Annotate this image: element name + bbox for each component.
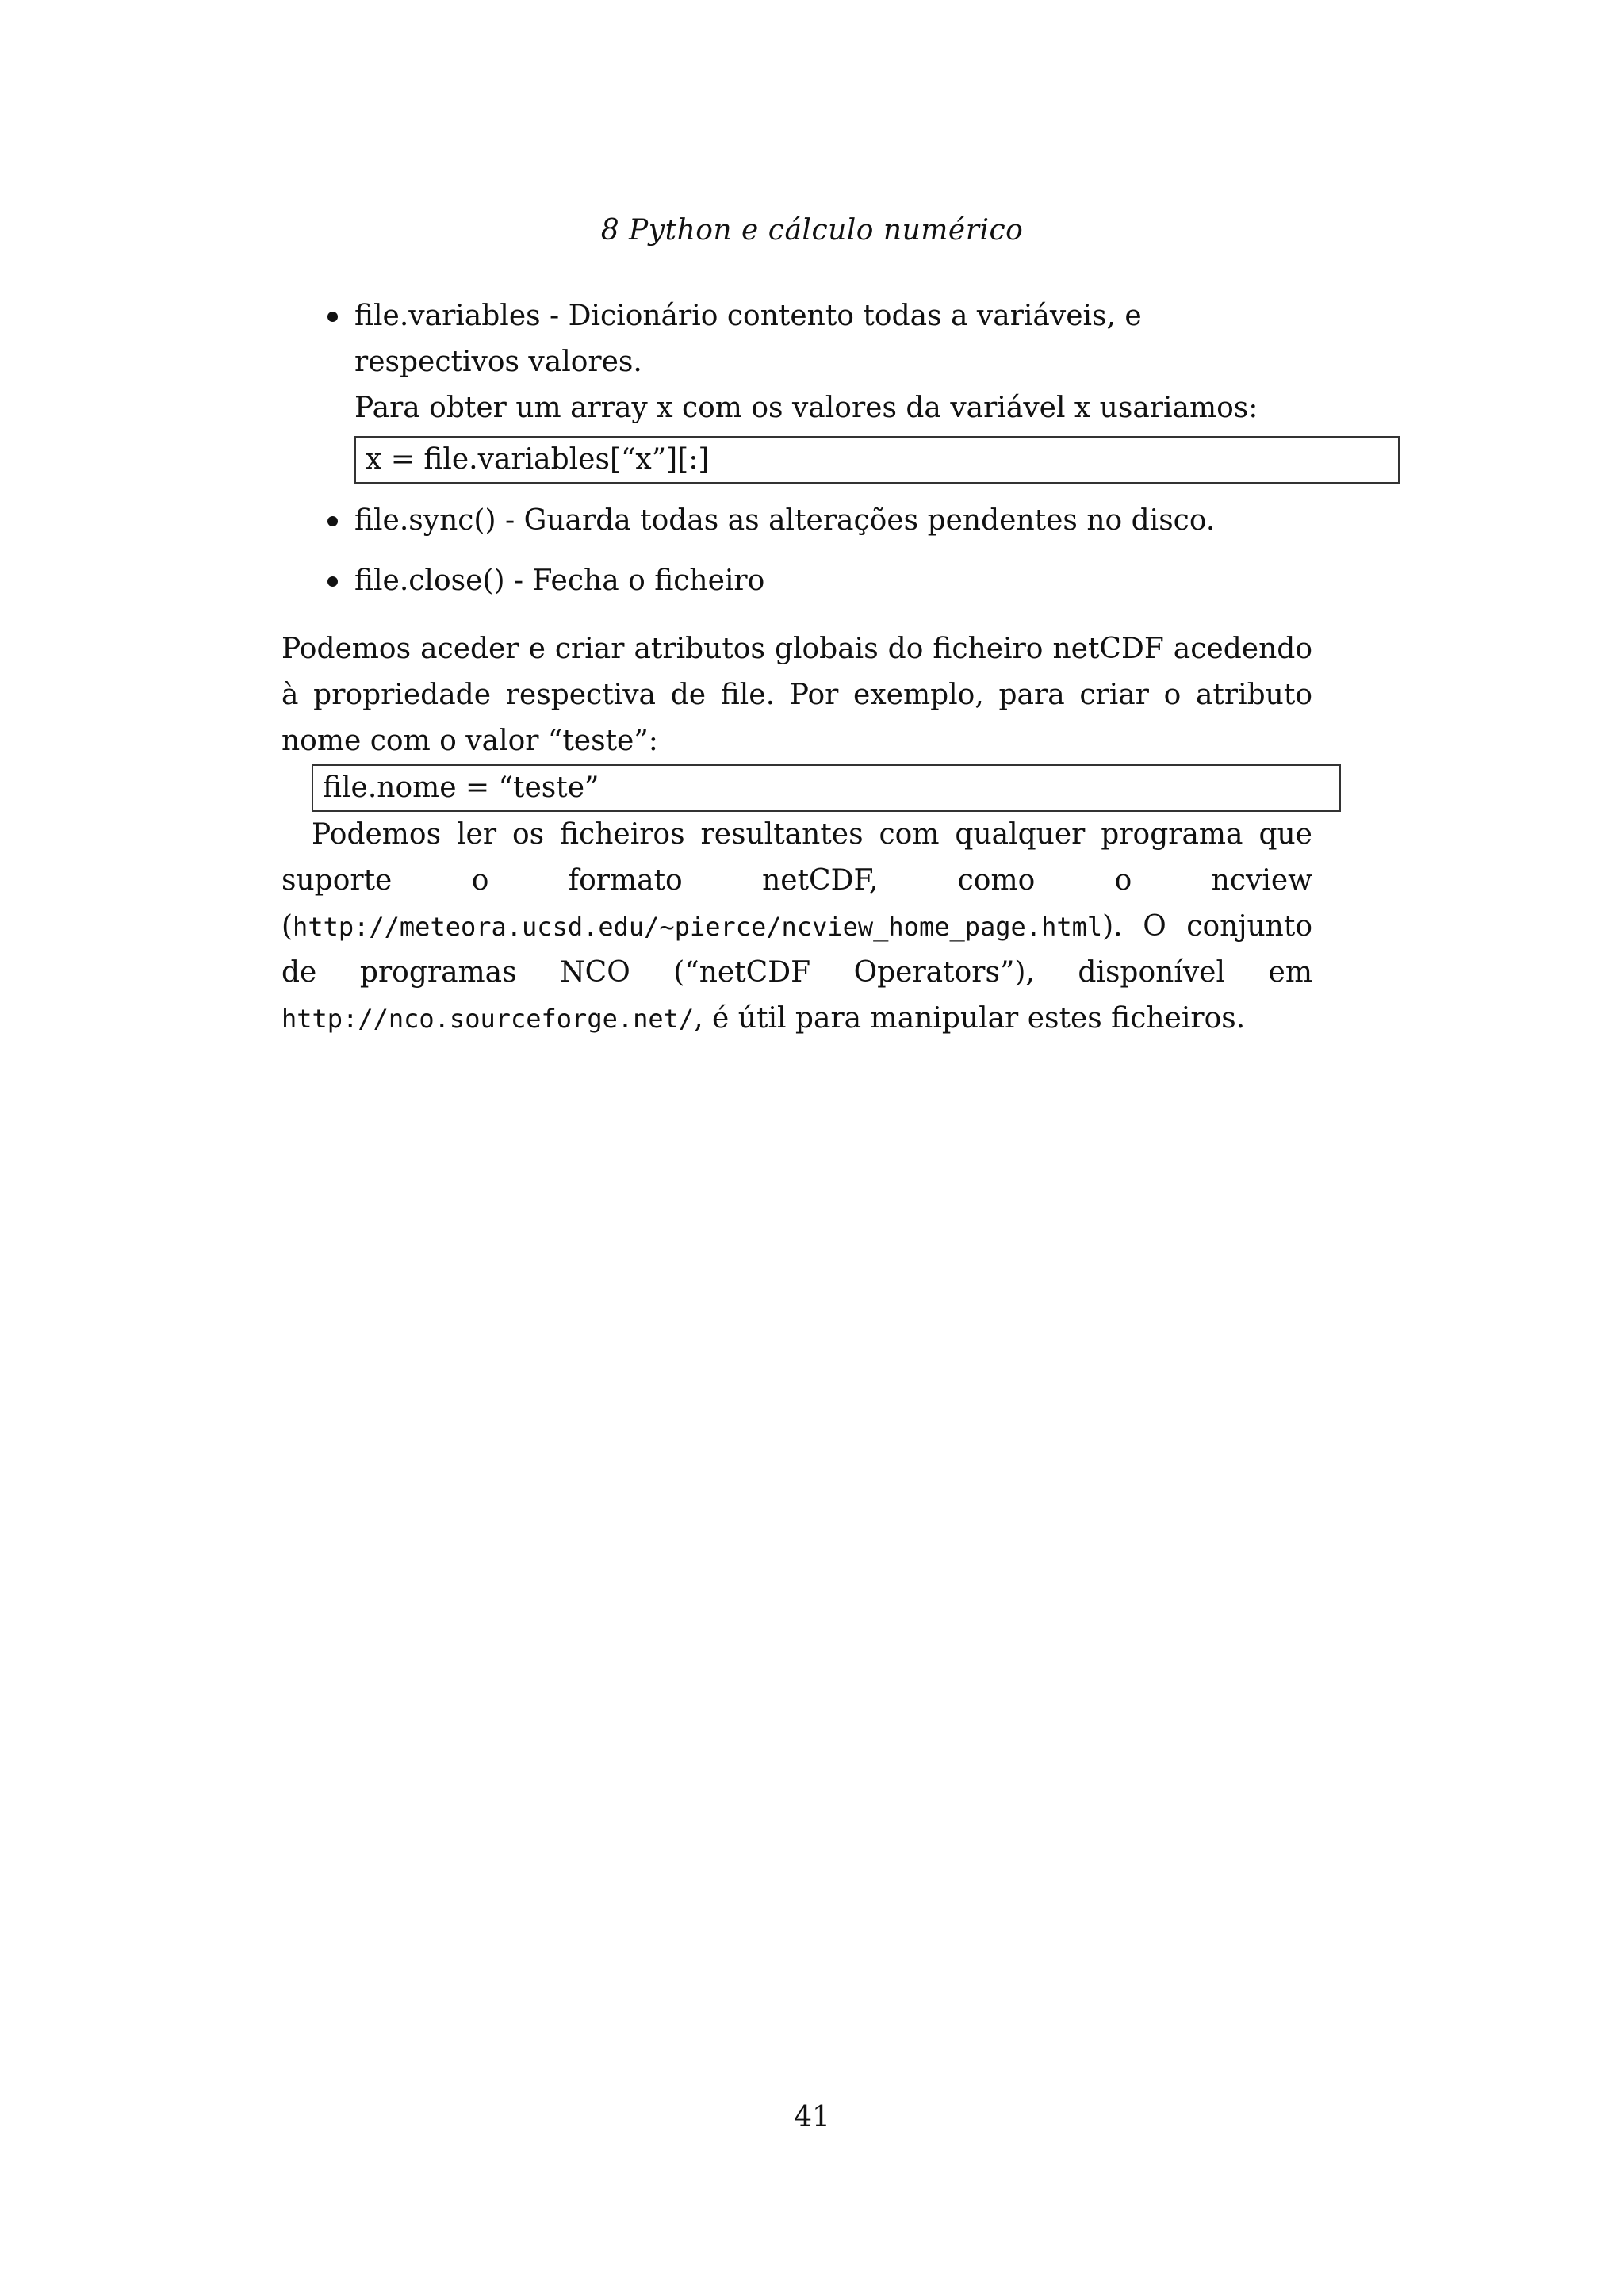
paragraph-global-attributes: Podemos aceder e criar atributos globais do ficheiro netCDF acedendo à propriedade respectiva de file. Por exemplo, para criar o atributo nome com o valor “teste”: bbox=[282, 633, 1312, 757]
bullet-text: file.close() - Fecha o ficheiro bbox=[354, 564, 765, 597]
bullet-item-variables bbox=[282, 293, 1312, 484]
running-header: 8 Python e cálculo numérico bbox=[600, 214, 1024, 247]
nco-link[interactable]: http://nco.sourceforge.net/ bbox=[282, 1004, 695, 1034]
bullet-text: file.sync() - Guarda todas as alterações pendentes no disco. bbox=[354, 504, 1216, 537]
bullet-icon bbox=[327, 576, 338, 587]
bullet-icon bbox=[327, 516, 338, 526]
paragraph-netcdf-tools bbox=[282, 812, 1312, 1042]
bullet-text-line: file.variables - Dicionário contento todas a variáveis, e respectivos valores. bbox=[354, 300, 1142, 378]
page-content bbox=[282, 293, 1312, 1042]
bullet-list bbox=[282, 293, 1312, 604]
code-box: x = file.variables[“x”][:] bbox=[354, 436, 1400, 484]
bullet-text-line: Para obter um array x com os valores da variável x usariamos: bbox=[354, 392, 1258, 424]
bullet-item-sync bbox=[282, 498, 1312, 544]
code-box: file.nome = “teste” bbox=[312, 764, 1341, 812]
bullet-icon bbox=[327, 312, 338, 322]
paragraph-text: , é útil para manipular estes ficheiros. bbox=[694, 1002, 1246, 1035]
bullet-item-close bbox=[282, 558, 1312, 604]
page-number: 41 bbox=[794, 2101, 830, 2133]
paragraph-text: Podemos ler os ficheiros resultantes com qualquer programa que suporte o formato netCDF, como o ncview ( bbox=[282, 818, 1312, 943]
paragraph-text: ). O conjunto de programas NCO (“netCDF Operators”), disponível em bbox=[282, 910, 1312, 989]
ncview-link[interactable]: http://meteora.ucsd.edu/~pierce/ncview_home_page.html bbox=[293, 912, 1103, 942]
